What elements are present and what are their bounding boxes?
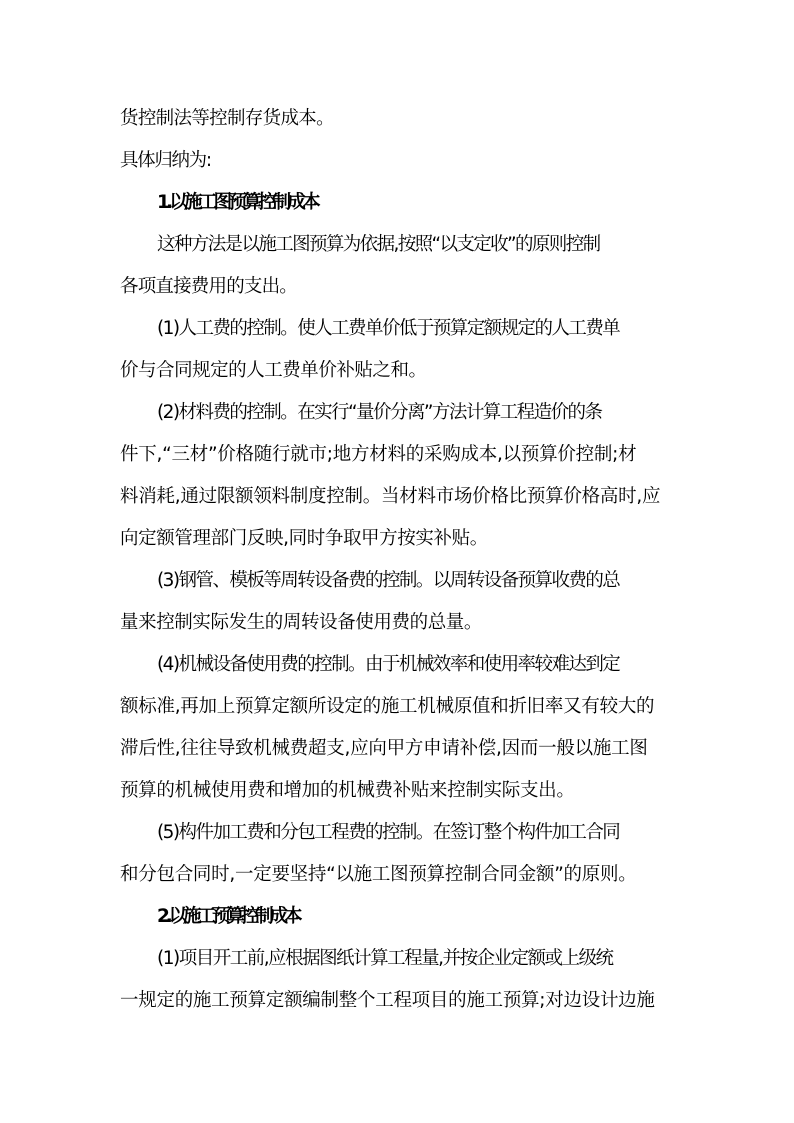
text-line: 货控制法等控制存货成本。 [120, 108, 334, 129]
paragraph-line: 滞后性,往往导致机械费超支,应向甲方申请补偿,因而一般以施工图 [120, 738, 648, 759]
paragraph-line: (1)人工费的控制。使人工费单价低于预算定额规定的人工费单 [157, 318, 620, 339]
paragraph-line: (2)材料费的控制。在实行“量价分离”方法计算工程造价的条 [157, 402, 602, 423]
paragraph-line: (3)钢管、模板等周转设备费的控制。以周转设备预算收费的总 [157, 570, 620, 591]
paragraph-line: (5)构件加工费和分包工程费的控制。在签订整个构件加工合同 [157, 822, 620, 843]
paragraph-line: 和分包合同时,一定要坚持“以施工图预算控制合同金额”的原则。 [120, 864, 637, 885]
section-heading: 1.以施工图预算控制成本 [157, 192, 317, 213]
paragraph-line: (4)机械设备使用费的控制。由于机械效率和使用率较难达到定 [157, 654, 620, 675]
paragraph-line: 向定额管理部门反映,同时争取甲方按实补贴。 [120, 528, 488, 549]
paragraph-line: (1)项目开工前,应根据图纸计算工程量,并按企业定额或上级统 [157, 948, 613, 969]
paragraph-line: 价与合同规定的人工费单价补贴之和。 [120, 360, 427, 381]
text-line: 具体归纳为: [120, 150, 211, 171]
paragraph-line: 料消耗,通过限额领料制度控制。当材料市场价格比预算价格高时,应 [120, 486, 661, 507]
paragraph-line: 额标准,再加上预算定额所设定的施工机械原值和折旧率又有较大的 [120, 696, 655, 717]
paragraph-line: 这种方法是以施工图预算为依据,按照“以支定收”的原则控制 [157, 234, 600, 255]
section-heading: 2.以施工预算控制成本 [157, 906, 299, 927]
paragraph-line: 各项直接费用的支出。 [120, 276, 298, 297]
paragraph-line: 一规定的施工预算定额编制整个工程项目的施工预算;对边设计边施 [120, 990, 655, 1011]
paragraph-line: 件下,“三材”价格随行就市;地方材料的采购成本,以预算价控制;材 [120, 444, 637, 465]
paragraph-line: 预算的机械使用费和增加的机械费补贴来控制实际支出。 [120, 780, 575, 801]
paragraph-line: 量来控制实际发生的周转设备使用费的总量。 [120, 612, 483, 633]
